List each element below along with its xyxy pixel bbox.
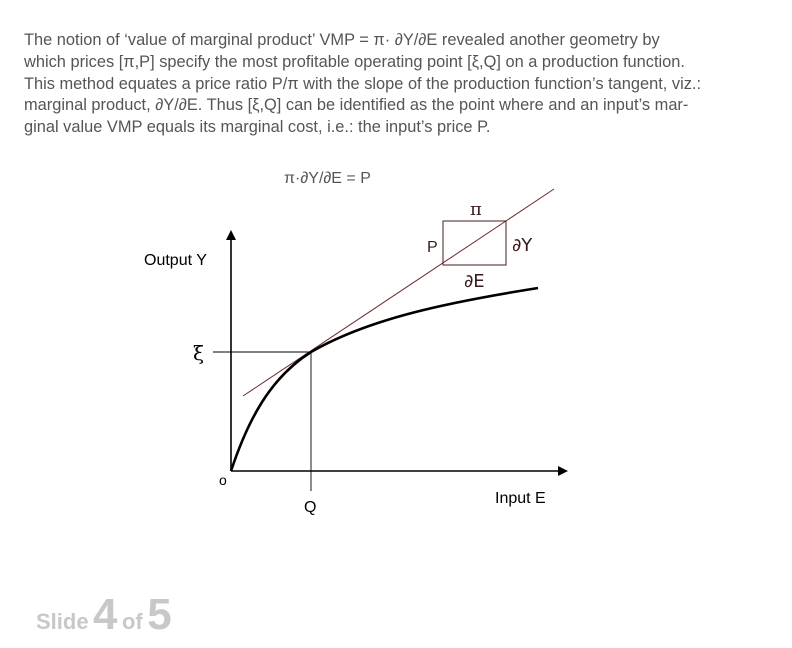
box-p-label: P bbox=[427, 239, 438, 256]
paragraph-line-3: This method equates a price ratio P/π with the slope of the production function’s tangent, viz.: bbox=[24, 74, 702, 93]
box-dy-label: ∂Y bbox=[512, 235, 533, 256]
xi-label: ξ bbox=[193, 341, 205, 365]
q-label: Q bbox=[304, 499, 317, 516]
slide-counter bbox=[36, 590, 172, 640]
x-axis-label: Input E bbox=[495, 490, 546, 507]
paragraph-line-1: The notion of ‘value of marginal product’ VMP = π· ∂Y/∂E revealed another geometry by bbox=[24, 31, 660, 49]
of-word: of bbox=[121, 609, 143, 634]
paragraph-line-4: marginal product, ∂Y/∂E. Thus [ξ,Q] can be identified as the point where and an input’s mar- bbox=[24, 96, 689, 115]
current-slide-number: 4 bbox=[93, 590, 118, 639]
box-de-label: ∂E bbox=[464, 271, 485, 292]
paragraph-line-2: which prices [π,P] specify the most profitable operating point [ξ,Q] on a production function. bbox=[24, 52, 685, 71]
origin-label: o bbox=[219, 472, 227, 488]
vmp-equation: π·∂Y/∂E = P bbox=[284, 170, 371, 187]
paragraph-line-5: ginal value VMP equals its marginal cost, i.e.: the input’s price P. bbox=[24, 118, 491, 137]
y-axis-label: Output Y bbox=[144, 252, 207, 269]
slide-word: Slide bbox=[36, 609, 89, 634]
total-slides-number: 5 bbox=[147, 590, 172, 639]
box-pi-label: π bbox=[470, 199, 482, 220]
production-curve bbox=[231, 288, 538, 471]
